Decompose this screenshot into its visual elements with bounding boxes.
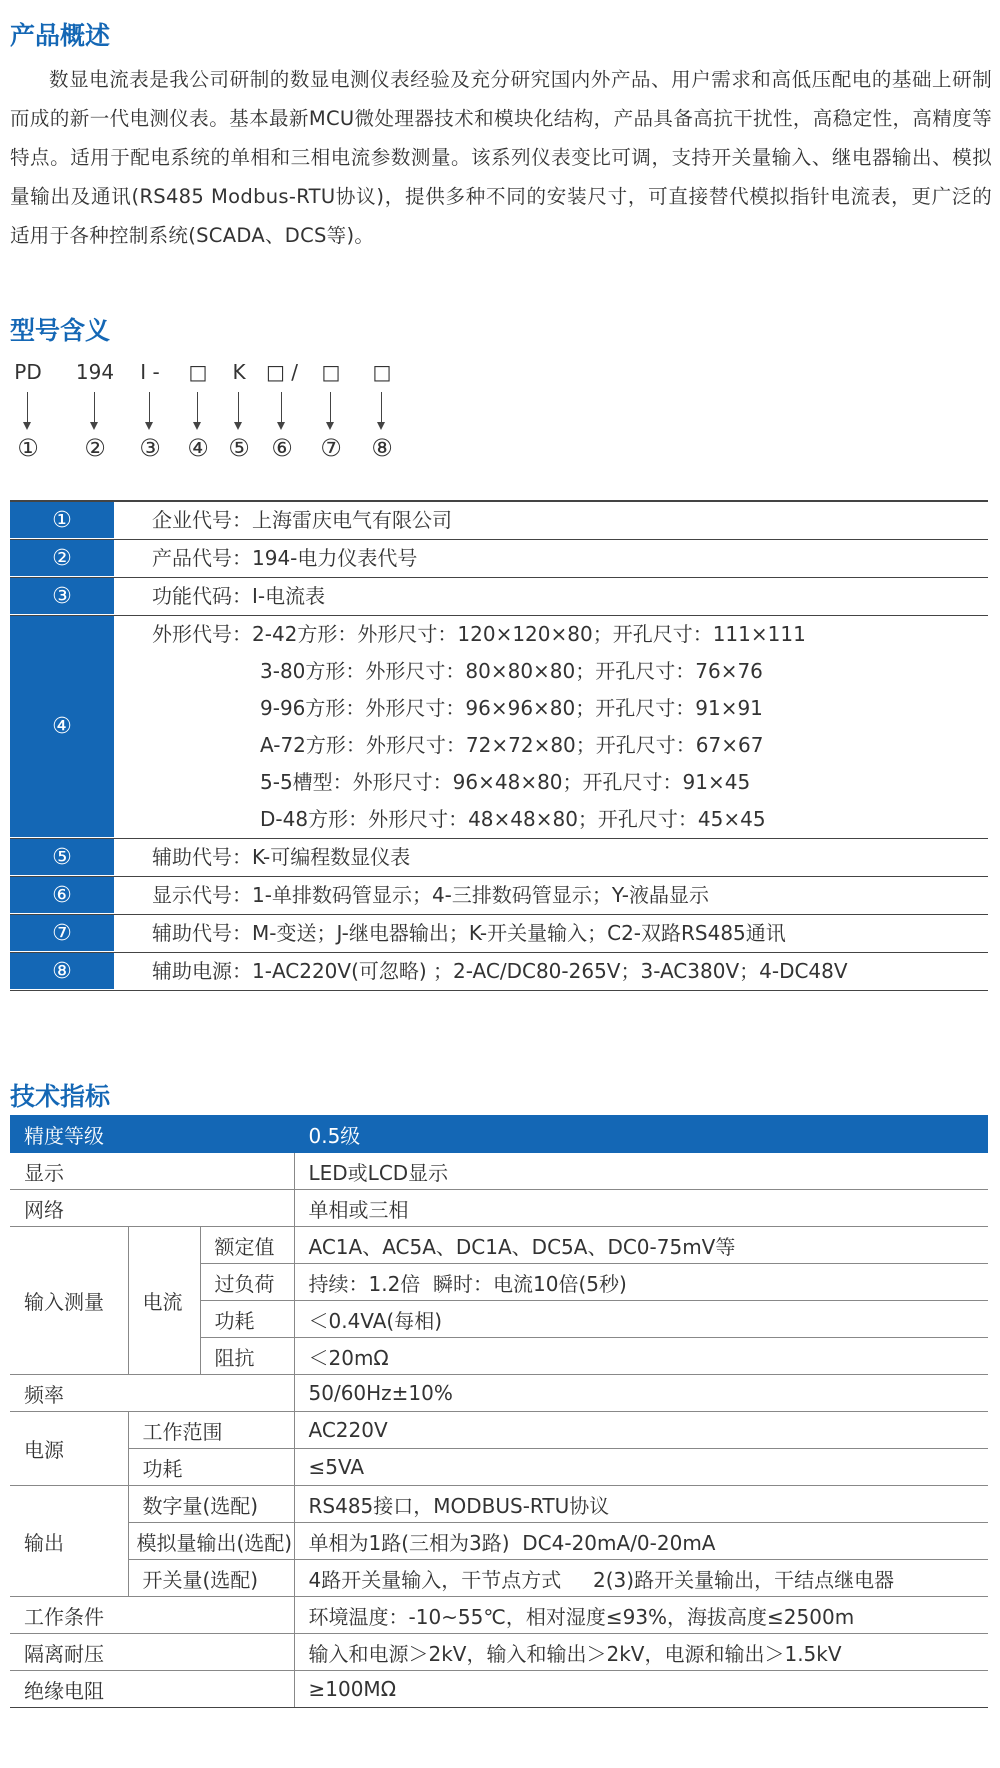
spec-label: 网络 [10,1190,294,1227]
spec-value: 持续：1.2倍 瞬时：电流10倍(5秒) [294,1264,988,1301]
down-arrow-icon [149,392,150,428]
code-label: K [232,360,246,384]
code-label: □ [321,360,341,384]
table-row [10,1153,988,1190]
spec-value: 4路开关量输入，干节点方式 2(3)路开关量输出，干结点继电器 [294,1560,988,1597]
spec-value: 输入和电源＞2kV，输入和输出＞2kV，电源和输出＞1.5kV [294,1634,988,1671]
model-row-line: 9-96方形：外形尺寸：96×96×80；开孔尺寸：91×91 [260,696,763,720]
code-label: 194 [75,360,115,384]
spec-value: AC1A、AC5A、DC1A、DC5A、DC0-75mV等 [294,1227,988,1264]
code-label: □ [188,360,208,384]
model-row-text [114,616,988,838]
model-row-text [114,953,988,990]
spec-value: ＜20mΩ [294,1338,988,1375]
spec-label: 功耗 [128,1449,294,1486]
model-row-7 [10,915,988,953]
model-row-line: 功能代码：I-电流表 [152,584,326,608]
spec-value: 环境温度：-10~55℃，相对湿度≤93%，海拔高度≤2500m [294,1597,988,1634]
spec-group-label: 电源 [10,1412,128,1486]
code-number: ④ [187,434,209,462]
code-number: ⑦ [320,434,342,462]
model-title: 型号含义 [10,316,111,345]
spec-value: RS485接口，MODBUS-RTU协议 [294,1486,988,1523]
model-row-text [114,540,988,577]
model-row-line: 5-5槽型：外形尺寸：96×48×80；开孔尺寸：91×45 [260,770,751,794]
spec-label: 过负荷 [200,1264,294,1301]
down-arrow-icon [238,392,239,428]
model-row-text [114,915,988,952]
model-row-line: 产品代号：194-电力仪表代号 [152,546,418,570]
spec-value: LED或LCD显示 [294,1153,988,1190]
spec-label: 额定值 [200,1227,294,1264]
model-row-5 [10,839,988,877]
spec-value: 单相为1路(三相为3路) DC4-20mA/0-20mA [294,1523,988,1560]
spec-label: 功耗 [200,1301,294,1338]
table-row [10,1560,988,1597]
model-row-line: 辅助电源：1-AC220V(可忽略) ；2-AC/DC80-265V；3-AC380V；4-DC48V [152,959,848,983]
code-number: ⑤ [228,434,250,462]
table-row [10,1412,988,1449]
model-row-line: 外形代号：2-42方形：外形尺寸：120×120×80；开孔尺寸：111×111 [152,622,806,646]
code-number: ⑧ [371,434,393,462]
model-row-line: 辅助代号：M-变送；J-继电器输出；K-开关量输入；C2-双路RS485通讯 [152,921,786,945]
spec-label: 绝缘电阻 [10,1671,294,1708]
model-row-line: 显示代号：1-单排数码管显示；4-三排数码管显示；Y-液晶显示 [152,883,709,907]
table-row [10,1597,988,1634]
model-row-6 [10,877,988,915]
spec-value: ≤5VA [294,1449,988,1486]
spec-label: 阻抗 [200,1338,294,1375]
code-label: I - [140,360,160,384]
model-row-number: ④ [10,616,114,838]
spec-label: 隔离耐压 [10,1634,294,1671]
code-number: ① [17,434,39,462]
table-row [10,1116,988,1153]
model-row-text [114,502,988,539]
table-row [10,1227,988,1264]
spec-label: 模拟量输出(选配) [128,1523,294,1560]
table-row [10,1190,988,1227]
spec-label: 工作范围 [128,1412,294,1449]
table-row [10,1523,988,1560]
spec-label: 工作条件 [10,1597,294,1634]
spec-value: 50/60Hz±10% [294,1375,988,1412]
model-row-line: 企业代号：上海雷庆电气有限公司 [152,508,452,532]
model-row-number: ② [10,540,114,577]
model-row-text [114,578,988,615]
down-arrow-icon [281,392,282,428]
code-label: PD [14,360,42,384]
code-label: □ / [266,360,298,384]
model-row-text [114,839,988,876]
spec-group-label: 输入测量 [10,1227,128,1375]
spec-value: AC220V [294,1412,988,1449]
table-row [10,1634,988,1671]
spec-value: ＜0.4VA(每相) [294,1301,988,1338]
spec-label: 精度等级 [10,1116,294,1153]
spec-label: 频率 [10,1375,294,1412]
spec-value: 0.5级 [294,1116,988,1153]
down-arrow-icon [27,392,28,428]
model-row-number: ③ [10,578,114,615]
model-row-number: ⑥ [10,877,114,914]
model-meaning-table [10,500,988,991]
model-row-8 [10,953,988,991]
overview-text-block [10,60,992,255]
model-row-1 [10,502,988,540]
model-code-diagram [0,360,420,500]
model-row-line: A-72方形：外形尺寸：72×72×80；开孔尺寸：67×67 [260,733,764,757]
spec-title: 技术指标 [10,1082,111,1111]
spec-value: 单相或三相 [294,1190,988,1227]
table-row [10,1486,988,1523]
model-row-number: ⑤ [10,839,114,876]
down-arrow-icon [330,392,331,428]
model-row-line: 3-80方形：外形尺寸：80×80×80；开孔尺寸：76×76 [260,659,763,683]
model-row-number: ⑧ [10,953,114,990]
spec-subgroup-label: 电流 [128,1227,200,1375]
spec-label: 显示 [10,1153,294,1190]
down-arrow-icon [94,392,95,428]
table-row [10,1671,988,1708]
model-row-3 [10,578,988,616]
model-row-line: D-48方形：外形尺寸：48×48×80；开孔尺寸：45×45 [260,807,766,831]
model-row-number: ① [10,502,114,539]
spec-table [10,1115,988,1708]
model-row-4 [10,616,988,839]
spec-value: ≥100MΩ [294,1671,988,1708]
code-number: ⑥ [271,434,293,462]
table-row [10,1375,988,1412]
overview-title: 产品概述 [10,21,111,50]
spec-group-label: 输出 [10,1486,128,1597]
spec-label: 开关量(选配) [128,1560,294,1597]
spec-label: 数字量(选配) [128,1486,294,1523]
down-arrow-icon [197,392,198,428]
table-row [10,1449,988,1486]
model-row-2 [10,540,988,578]
code-label: □ [372,360,392,384]
model-row-text [114,877,988,914]
code-number: ② [84,434,106,462]
code-number: ③ [139,434,161,462]
model-row-line: 辅助代号：K-可编程数显仪表 [152,845,411,869]
model-row-number: ⑦ [10,915,114,952]
down-arrow-icon [381,392,382,428]
overview-paragraph: 数显电流表是我公司研制的数显电测仪表经验及充分研究国内外产品、用户需求和高低压配电的基础上研制而成的新一代电测仪表。基本最新MCU微处理器技术和模块化结构，产品具备高抗干扰性，高稳定性，高精度等特点。适用于配电系统的单相和三相电流参数测量。该系列仪表变比可调，支持开关量输入、继电器输出、模拟量输出及通讯(RS485 Modbus-RTU协议)，提供多种不同的安装尺寸，可直接替代模拟指针电流表，更广泛的适用于各种控制系统(SCADA、DCS等)。 [10,68,992,247]
